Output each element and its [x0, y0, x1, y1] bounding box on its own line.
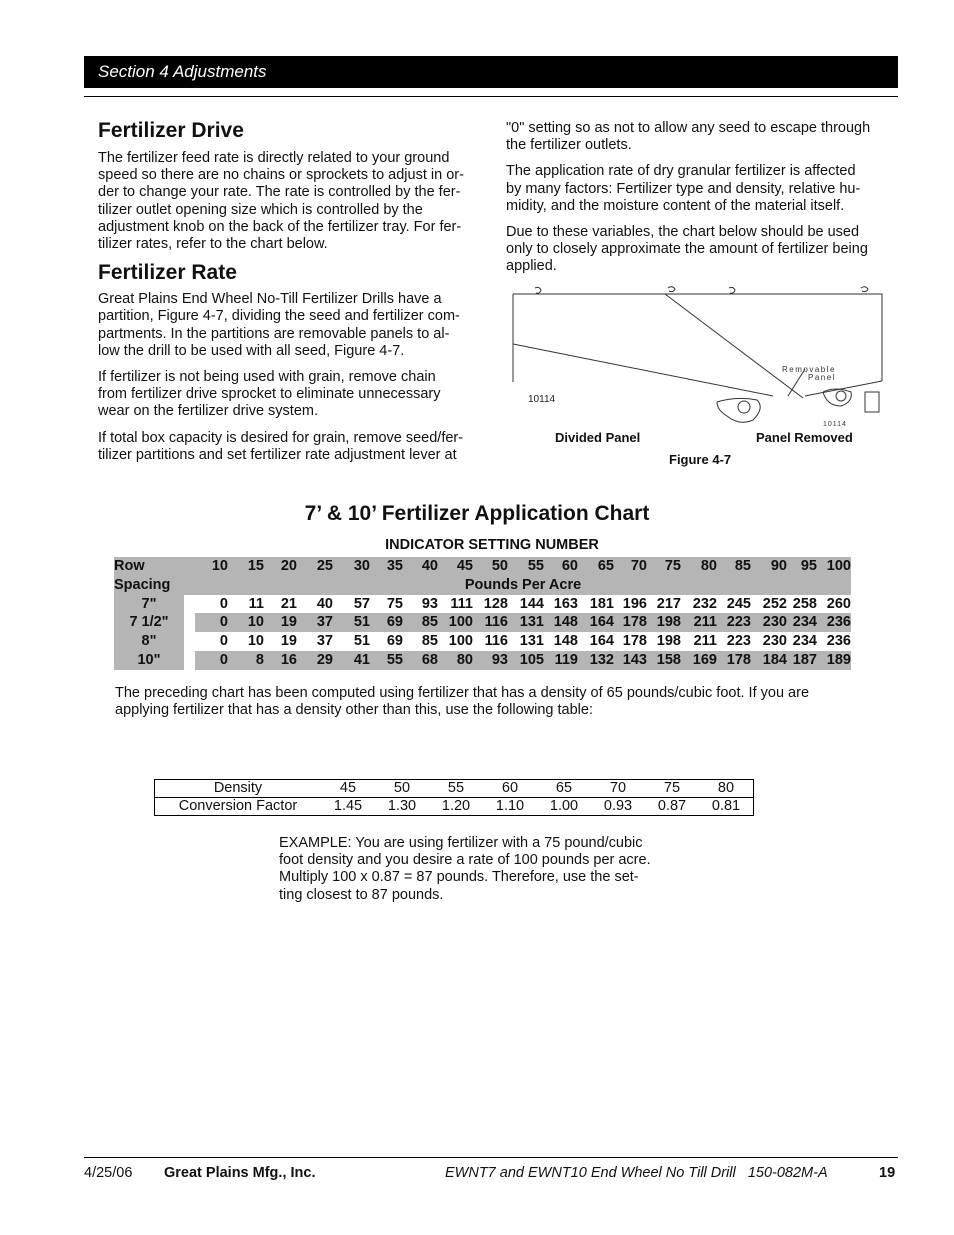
paragraph-variables: Due to these variables, the chart below should be used only to closely approximate the amount of fertilizer being applied.: [506, 224, 868, 275]
spacer-cell: [184, 576, 195, 595]
rate-value: 245: [726, 595, 751, 612]
factor-value: 1.30: [387, 798, 417, 814]
paragraph-application-rate: The application rate of dry granular fertilizer is affected by many factors: Fertilizer type and density, relative hu- midity, and the moisture content of the material itself.: [506, 163, 861, 214]
rate-value: 11: [248, 595, 264, 612]
rate-value: 131: [508, 613, 544, 632]
rate-value: 178: [622, 633, 647, 650]
density-value: 55: [447, 780, 465, 796]
row-label: Row: [114, 557, 184, 576]
setting-number: 45: [438, 557, 473, 576]
paragraph-zero-setting: "0" setting so as not to allow any seed to escape through the fertilizer outlets.: [506, 120, 871, 154]
rate-value: 198: [656, 633, 681, 650]
setting-number: 90: [751, 557, 787, 576]
factor-value: 1.10: [495, 798, 525, 814]
rate-value: 51: [333, 613, 370, 632]
rate-value: 252: [762, 595, 787, 612]
footer-company: Great Plains Mfg., Inc.: [164, 1165, 316, 1181]
density-value: 45: [339, 780, 357, 796]
density-value: 65: [555, 780, 573, 796]
factor-label: Conversion Factor: [155, 798, 322, 816]
heading-fertilizer-drive: Fertilizer Drive: [98, 119, 244, 142]
rate-value: 178: [717, 651, 751, 670]
rate-value: 163: [553, 595, 578, 612]
rate-value: 0: [219, 595, 228, 612]
rate-value: 21: [280, 595, 297, 612]
setting-number: 10: [195, 557, 228, 576]
spacer-cell: [184, 613, 195, 632]
rate-value: 37: [316, 633, 333, 650]
rate-value: 189: [817, 651, 851, 670]
left-column: [98, 119, 490, 464]
rate-value: 223: [717, 613, 751, 632]
rate-value: 80: [438, 651, 473, 670]
rate-value: 230: [751, 613, 787, 632]
rate-value: 16: [264, 651, 297, 670]
spacer-cell: [184, 651, 195, 670]
density-value: 75: [663, 780, 681, 796]
paragraph-chain: If fertilizer is not being used with grain, remove chain from fertilizer drive sprocket to eliminate unnecessary wear on the fertilizer drive system.: [98, 369, 441, 420]
rate-value: 85: [403, 613, 438, 632]
rate-value: 211: [693, 633, 717, 650]
rate-value: 232: [692, 595, 717, 612]
row-spacing: 7": [114, 595, 184, 614]
rate-value: 181: [589, 595, 614, 612]
rate-value: 178: [614, 613, 647, 632]
rate-value: 0: [219, 633, 228, 650]
setting-number: 65: [578, 557, 614, 576]
factor-value: 1.20: [441, 798, 471, 814]
footer-rule: [84, 1157, 898, 1158]
rate-value: 234: [792, 633, 817, 650]
rate-value: 211: [681, 613, 717, 632]
density-value: 70: [609, 780, 627, 796]
rate-value: 8: [228, 651, 264, 670]
factor-row: [155, 798, 754, 816]
rate-value: 100: [448, 633, 473, 650]
table-row: [114, 613, 851, 632]
fertilizer-application-table: [114, 557, 851, 670]
rate-value: 111: [450, 595, 473, 612]
spacer-cell: [184, 557, 195, 576]
density-conversion-table: [154, 779, 754, 816]
rate-value: 68: [403, 651, 438, 670]
density-row: [155, 780, 754, 798]
rate-value: 230: [762, 633, 787, 650]
rate-value: 234: [787, 613, 817, 632]
figure-4-7-drawing: [505, 284, 895, 432]
rate-value: 119: [544, 651, 578, 670]
rate-value: 164: [578, 613, 614, 632]
rate-value: 148: [553, 633, 578, 650]
spacer-cell: [184, 595, 195, 614]
figure-number-left: 10114: [528, 394, 556, 405]
paragraph-capacity: If total box capacity is desired for grain, remove seed/fer- tilizer partitions and set fertilizer rate adjustment lever at: [98, 429, 464, 463]
rate-value: 132: [578, 651, 614, 670]
rate-value: 10: [228, 613, 264, 632]
right-column: [506, 120, 898, 276]
setting-number: 50: [473, 557, 508, 576]
rate-value: 236: [826, 633, 851, 650]
footer-date: 4/25/06: [84, 1165, 133, 1181]
table-header-row: [114, 576, 851, 595]
setting-number: 60: [544, 557, 578, 576]
rate-value: 85: [421, 633, 438, 650]
rate-value: 148: [544, 613, 578, 632]
rate-value: 116: [484, 633, 508, 650]
removable-panel-label: Removable: [782, 365, 836, 374]
factor-value: 1.45: [333, 798, 363, 814]
removable-panel-label-2: Panel: [808, 373, 836, 382]
header-rule: [84, 96, 898, 97]
table-row: [114, 595, 851, 614]
rate-value: 0: [195, 613, 228, 632]
rate-value: 158: [647, 651, 681, 670]
factor-value: 1.00: [549, 798, 579, 814]
setting-number: 95: [787, 557, 817, 576]
rate-value: 236: [817, 613, 851, 632]
rate-value: 164: [589, 633, 614, 650]
setting-number: 40: [403, 557, 438, 576]
setting-number: 25: [297, 557, 333, 576]
footer-document: EWNT7 and EWNT10 End Wheel No Till Drill 150-082M-A: [445, 1165, 828, 1181]
setting-number: 15: [228, 557, 264, 576]
rate-value: 105: [508, 651, 544, 670]
spacing-label: Spacing: [114, 576, 184, 595]
paragraph-rate: Great Plains End Wheel No-Till Fertilizer Drills have a partition, Figure 4-7, dividing the seed and fertilizer com- partments. In the partitions are removable panels to al- low the drill to be used with all seed, Figure 4-7.: [98, 291, 460, 359]
rate-value: 223: [726, 633, 751, 650]
caption-panel-removed: Panel Removed: [756, 430, 853, 445]
density-label: Density: [155, 780, 322, 798]
rate-value: 41: [333, 651, 370, 670]
units-label: Pounds Per Acre: [195, 576, 851, 595]
rate-value: 258: [792, 595, 817, 612]
table-row: [114, 632, 851, 651]
heading-fertilizer-rate: Fertilizer Rate: [98, 261, 237, 285]
rate-value: 128: [483, 595, 508, 612]
section-header: Section 4 Adjustments: [84, 56, 898, 88]
rate-value: 19: [280, 633, 297, 650]
rate-value: 10: [247, 633, 264, 650]
table-row: [114, 651, 851, 670]
setting-number: 35: [370, 557, 403, 576]
rate-value: 198: [647, 613, 681, 632]
rate-value: 69: [370, 613, 403, 632]
chart-title: 7’ & 10’ Fertilizer Application Chart: [304, 502, 650, 525]
rate-value: 19: [264, 613, 297, 632]
rate-value: 51: [353, 633, 370, 650]
example-paragraph: EXAMPLE: You are using fertilizer with a 75 pound/cubic foot density and you desire a rate of 100 pounds per acre. Multiply 100 x 0.87 = 87 pounds. Therefore, use the set- ting closest to 87 pounds.: [279, 835, 651, 903]
row-spacing: 8": [114, 632, 184, 651]
setting-number: 75: [647, 557, 681, 576]
rate-value: 169: [681, 651, 717, 670]
caption-divided-panel: Divided Panel: [555, 430, 641, 445]
density-value: 60: [501, 780, 519, 796]
setting-number: 20: [264, 557, 297, 576]
row-spacing: 10": [114, 651, 184, 670]
rate-value: 260: [826, 595, 851, 612]
rate-value: 187: [787, 651, 817, 670]
density-value: 50: [393, 780, 411, 796]
setting-number: 30: [333, 557, 370, 576]
rate-value: 144: [519, 595, 544, 612]
rate-value: 143: [614, 651, 647, 670]
footer-page-number: 19: [879, 1165, 896, 1181]
rate-value: 69: [386, 633, 403, 650]
figure-number-right: 10114: [823, 421, 847, 428]
rate-value: 40: [316, 595, 333, 612]
rate-value: 93: [421, 595, 438, 612]
rate-value: 100: [438, 613, 473, 632]
rate-value: 184: [751, 651, 787, 670]
setting-number: 100: [817, 557, 851, 576]
row-spacing: 7 1/2": [114, 613, 184, 632]
rate-value: 131: [519, 633, 544, 650]
table-header-row: [114, 557, 851, 576]
rate-value: 93: [473, 651, 508, 670]
rate-value: 116: [473, 613, 508, 632]
rate-value: 75: [386, 595, 403, 612]
rate-value: 55: [370, 651, 403, 670]
setting-number: 70: [614, 557, 647, 576]
rate-value: 37: [297, 613, 333, 632]
setting-number: 80: [681, 557, 717, 576]
indicator-setting-label: INDICATOR SETTING NUMBER: [385, 537, 599, 553]
rate-value: 196: [622, 595, 647, 612]
rate-value: 217: [656, 595, 681, 612]
figure-title: Figure 4-7: [669, 452, 732, 467]
density-value: 80: [699, 780, 754, 798]
spacer-cell: [184, 632, 195, 651]
rate-value: 29: [297, 651, 333, 670]
paragraph-drive: The fertilizer feed rate is directly related to your ground speed so there are no chains or sprockets to adjust in or- der to change your rate. The rate is controlled by the fer- tilizer outlet opening size which is controlled by the adjustment knob on the back of the fertilizer tray. For fer- tilizer rates, refer to the chart below.: [98, 150, 464, 253]
rate-value: 57: [353, 595, 370, 612]
rate-value: 0: [195, 651, 228, 670]
factor-value: 0.93: [603, 798, 633, 814]
factor-value: 0.87: [657, 798, 687, 814]
setting-number: 55: [508, 557, 544, 576]
density-note: The preceding chart has been computed using fertilizer that has a density of 65 pounds/cubic foot. If you are applying fertilizer that has a density other than this, use the following table:: [115, 685, 810, 719]
factor-value: 0.81: [699, 798, 754, 816]
setting-number: 85: [717, 557, 751, 576]
